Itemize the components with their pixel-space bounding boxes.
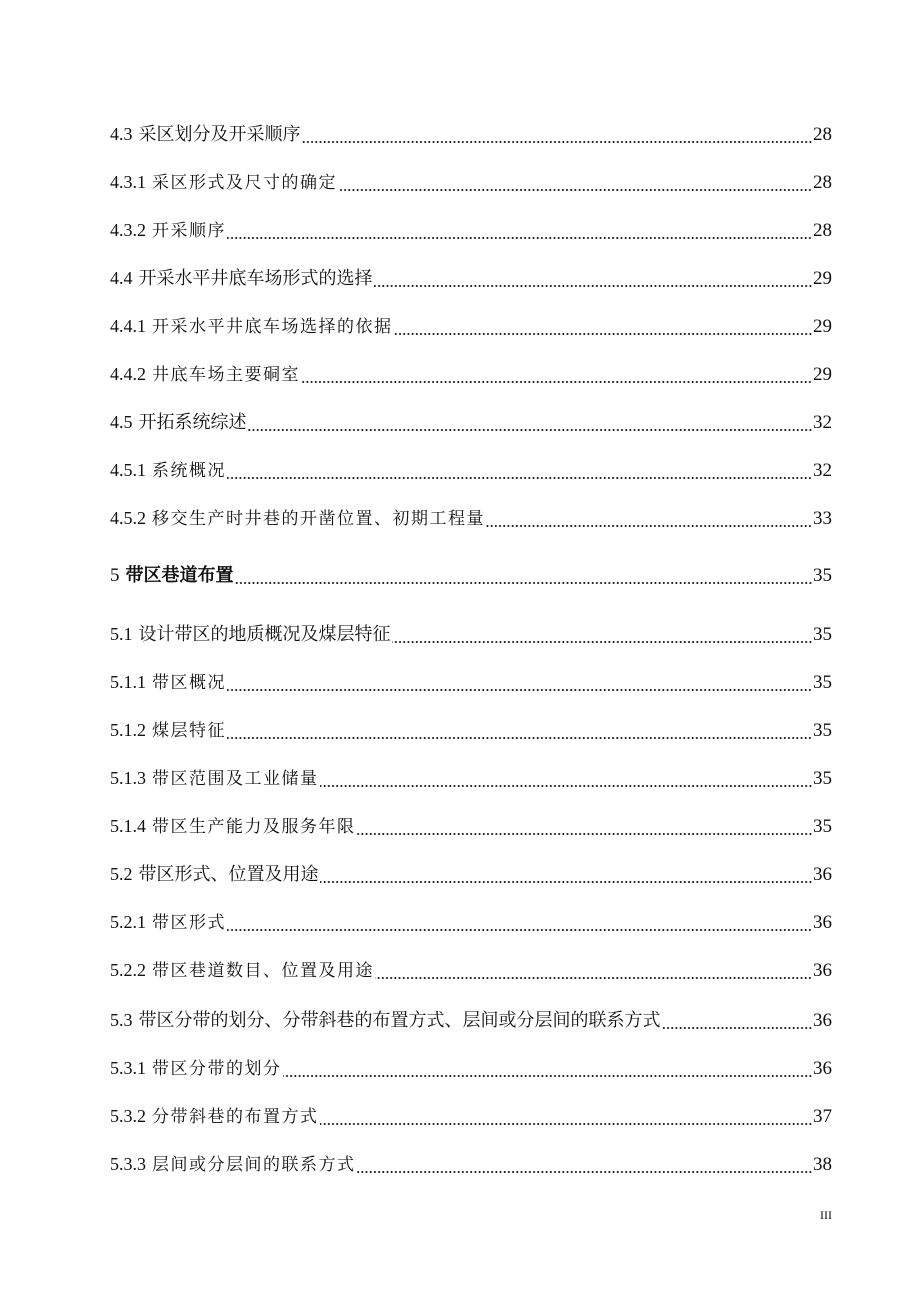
toc-entry-page: 33 — [813, 508, 832, 529]
toc-entry-title: 开拓系统综述 — [138, 412, 247, 433]
toc-entry[interactable] — [110, 957, 832, 984]
toc-entry[interactable] — [110, 669, 832, 696]
dot-leader — [227, 928, 812, 932]
toc-entry-title: 带区生产能力及服务年限 — [152, 817, 356, 837]
toc-entry[interactable] — [110, 505, 832, 532]
dot-leader — [662, 1026, 813, 1030]
toc-entry-page: 32 — [813, 412, 832, 433]
toc-entry-title: 带区范围及工业储量 — [152, 769, 319, 789]
toc-entry-page: 29 — [813, 316, 832, 337]
toc-entry-number: 5.1.1 — [110, 672, 146, 692]
dot-leader — [302, 140, 813, 144]
dot-leader — [320, 880, 813, 884]
toc-entry-page: 35 — [813, 624, 832, 645]
toc-entry-title: 采区形式及尺寸的确定 — [152, 173, 337, 193]
toc-entry-page: 38 — [813, 1154, 832, 1175]
toc-entry-title: 煤层特征 — [152, 721, 226, 741]
toc-entry-number: 4.5.2 — [110, 508, 146, 528]
toc-entry-page: 35 — [813, 720, 832, 741]
toc-entry-number: 4.4.2 — [110, 364, 146, 384]
toc-entry-title: 带区巷道数目、位置及用途 — [152, 961, 374, 981]
toc-entry[interactable] — [110, 861, 832, 888]
dot-leader — [235, 581, 813, 585]
toc-entry[interactable] — [110, 1055, 832, 1082]
toc-entry-number: 5.2.1 — [110, 912, 146, 932]
toc-entry-number: 4.4 — [110, 268, 133, 288]
toc-entry-title: 带区形式、位置及用途 — [138, 864, 319, 885]
toc-entry-page: 28 — [813, 172, 832, 193]
dot-leader — [283, 1074, 813, 1078]
toc-entry-title: 移交生产时井巷的开凿位置、初期工程量 — [152, 509, 485, 529]
toc-entry[interactable] — [110, 265, 832, 292]
toc-entry-page: 36 — [813, 864, 832, 885]
toc-entry-number: 5.3.2 — [110, 1106, 146, 1126]
toc-entry-number: 5.1.2 — [110, 720, 146, 740]
toc-entry-page: 36 — [813, 1010, 832, 1031]
dot-leader — [301, 380, 812, 384]
dot-leader — [394, 332, 813, 336]
toc-entry[interactable] — [110, 1103, 832, 1130]
toc-entry[interactable] — [110, 1007, 832, 1034]
toc-entry[interactable] — [110, 409, 832, 436]
toc-entry-page: 29 — [813, 268, 832, 289]
toc-entry[interactable] — [110, 121, 832, 148]
toc-entry-number: 4.4.1 — [110, 316, 146, 336]
toc-entry-title: 分带斜巷的布置方式 — [152, 1107, 319, 1127]
toc-entry[interactable] — [110, 217, 832, 244]
toc-entry-title: 带区分带的划分 — [152, 1059, 282, 1079]
toc-entry-title: 带区巷道布置 — [125, 565, 234, 586]
toc-entry[interactable] — [110, 909, 832, 936]
toc-entry-title: 带区形式 — [152, 913, 226, 933]
toc-entry-page: 37 — [813, 1106, 832, 1127]
toc-entry-page: 36 — [813, 960, 832, 981]
toc-entry-number: 5.1 — [110, 624, 133, 644]
dot-leader — [227, 688, 812, 692]
dot-leader — [392, 640, 813, 644]
toc-entry-page: 35 — [813, 565, 832, 586]
toc-entry-title: 井底车场主要硐室 — [152, 365, 300, 385]
toc-entry-number: 4.3 — [110, 124, 133, 144]
dot-leader — [374, 284, 813, 288]
toc-entry[interactable] — [110, 621, 832, 648]
toc-entry-page: 36 — [813, 1058, 832, 1079]
toc-entry-page: 28 — [813, 220, 832, 241]
dot-leader — [227, 736, 812, 740]
toc-entry-number: 5.3.1 — [110, 1058, 146, 1078]
dot-leader — [227, 476, 812, 480]
toc-entry-title: 开采顺序 — [152, 221, 226, 241]
toc-entry-title: 系统概况 — [152, 461, 226, 481]
dot-leader — [338, 188, 812, 192]
toc-entry[interactable] — [110, 313, 832, 340]
dot-leader — [486, 524, 812, 528]
toc-entry-title: 层间或分层间的联系方式 — [152, 1155, 356, 1175]
toc-entry[interactable] — [110, 361, 832, 388]
toc-entry-title: 设计带区的地质概况及煤层特征 — [138, 624, 391, 645]
dot-leader — [357, 832, 813, 836]
toc-entry[interactable] — [110, 169, 832, 196]
toc-entry-title: 开采水平井底车场选择的依据 — [152, 317, 393, 337]
toc-entry-number: 5.1.3 — [110, 768, 146, 788]
toc-entry-number: 4.5 — [110, 412, 133, 432]
toc-entry[interactable] — [110, 717, 832, 744]
toc-entry[interactable] — [110, 457, 832, 484]
toc-entry-number: 5.3 — [110, 1010, 133, 1030]
dot-leader — [227, 236, 812, 240]
dot-leader — [320, 1122, 813, 1126]
toc-entry-number: 5 — [110, 565, 120, 586]
toc-entry-title: 带区分带的划分、分带斜巷的布置方式、层间或分层间的联系方式 — [138, 1010, 661, 1031]
toc-entry-number: 5.2.2 — [110, 960, 146, 980]
dot-leader — [248, 428, 813, 432]
toc-entry-title: 带区概况 — [152, 673, 226, 693]
toc-entry-title: 采区划分及开采顺序 — [138, 124, 301, 145]
toc-entry-title: 开采水平井底车场形式的选择 — [138, 268, 373, 289]
toc-entry-page: 35 — [813, 816, 832, 837]
toc-entry[interactable] — [110, 765, 832, 792]
toc-entry[interactable] — [110, 813, 832, 840]
toc-entry[interactable] — [110, 1151, 832, 1178]
toc-entry-page: 29 — [813, 364, 832, 385]
toc-entry-page: 35 — [813, 768, 832, 789]
page-number: III — [820, 1208, 832, 1222]
toc-entry[interactable] — [110, 563, 832, 589]
toc-entry-number: 5.3.3 — [110, 1154, 146, 1174]
dot-leader — [375, 976, 812, 980]
toc-entry-number: 4.3.2 — [110, 220, 146, 240]
toc-entry-number: 4.5.1 — [110, 460, 146, 480]
toc-entry-number: 4.3.1 — [110, 172, 146, 192]
toc-entry-page: 35 — [813, 672, 832, 693]
dot-leader — [357, 1170, 813, 1174]
toc-entry-number: 5.2 — [110, 864, 133, 884]
toc-entry-page: 36 — [813, 912, 832, 933]
dot-leader — [320, 784, 813, 788]
toc-entry-number: 5.1.4 — [110, 816, 146, 836]
toc-entry-page: 32 — [813, 460, 832, 481]
toc-entry-page: 28 — [813, 124, 832, 145]
